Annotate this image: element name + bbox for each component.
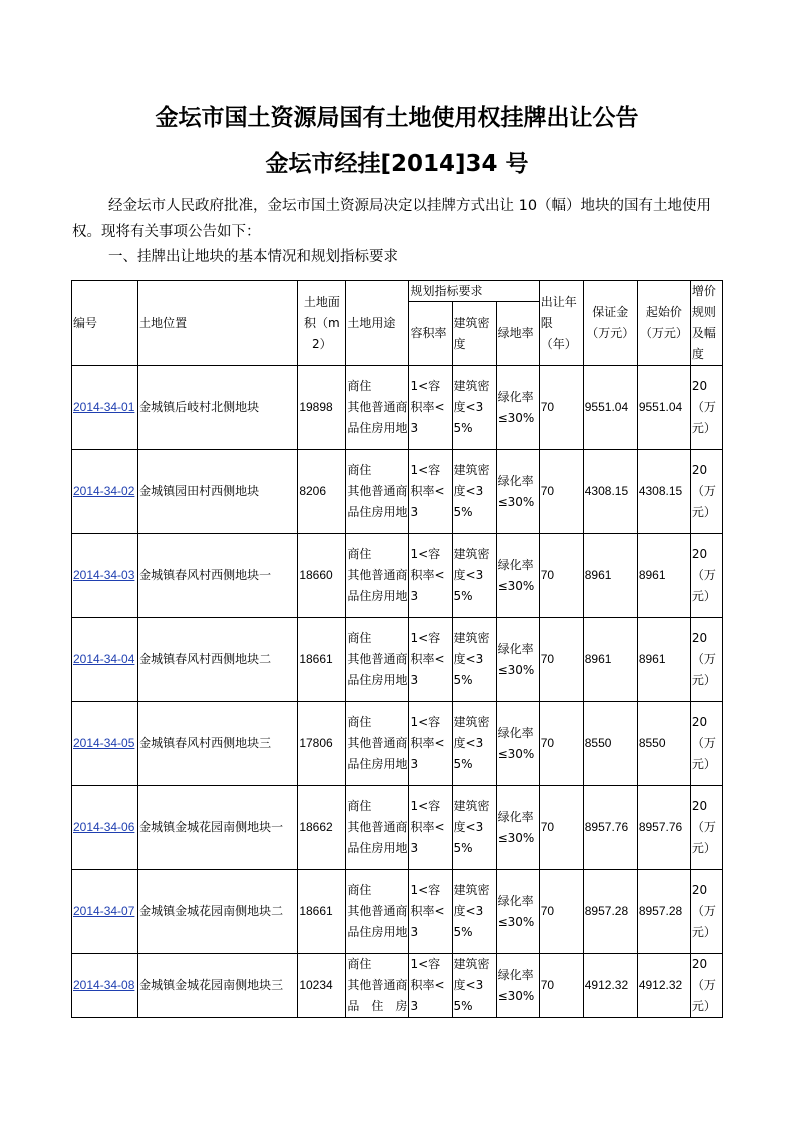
parcel-location: 金城镇春风村西侧地块二 [138, 618, 298, 702]
table-row [72, 534, 723, 618]
header-plot-ratio: 容积率 [409, 302, 452, 366]
parcel-density: 建筑密度<35% [452, 786, 496, 870]
header-use: 土地用途 [346, 281, 409, 366]
section-heading: 一、挂牌出让地块的基本情况和规划指标要求 [108, 249, 398, 265]
parcel-area: 18662 [298, 786, 346, 870]
parcel-area: 18660 [298, 534, 346, 618]
parcel-area: 8206 [298, 450, 346, 534]
parcel-density: 建筑密度<35% [452, 534, 496, 618]
parcel-deposit: 8957.28 [583, 870, 637, 954]
table-row [72, 618, 723, 702]
parcel-increment: 20（万元） [690, 870, 722, 954]
header-start-price: 起始价（万元） [637, 281, 690, 366]
parcel-years: 70 [539, 366, 583, 450]
parcel-location: 金城镇后岐村北侧地块 [138, 366, 298, 450]
parcel-years: 70 [539, 618, 583, 702]
parcel-use: 商住 其他普通商品住房用地 [346, 618, 409, 702]
parcel-use: 商住 其他普通商品住房用地 [346, 450, 409, 534]
parcel-density: 建筑密度<35% [452, 366, 496, 450]
parcel-deposit: 8957.76 [583, 786, 637, 870]
parcel-use: 商住 其他普通商品住房 [346, 954, 409, 1018]
parcel-area: 19898 [298, 366, 346, 450]
header-location: 土地位置 [138, 281, 298, 366]
notice-title: 金坛市国土资源局国有土地使用权挂牌出让公告 [155, 105, 639, 131]
parcel-location: 金城镇金城花园南侧地块一 [138, 786, 298, 870]
parcel-density: 建筑密度<35% [452, 954, 496, 1018]
parcel-start-price: 4308.15 [637, 450, 690, 534]
parcel-years: 70 [539, 786, 583, 870]
parcel-area: 17806 [298, 702, 346, 786]
parcel-id-link[interactable]: 2014-34-07 [73, 904, 135, 918]
parcel-increment: 20（万元） [690, 702, 722, 786]
table-row [72, 450, 723, 534]
parcel-green: 绿化率≤30% [496, 786, 539, 870]
header-green: 绿地率 [496, 302, 539, 366]
parcel-density: 建筑密度<35% [452, 450, 496, 534]
parcel-deposit: 4308.15 [583, 450, 637, 534]
notice-number: 金坛市经挂[2014]34 号 [265, 151, 529, 177]
parcel-green: 绿化率≤30% [496, 366, 539, 450]
parcel-increment: 20（万元） [690, 366, 722, 450]
parcel-location: 金城镇金城花园南侧地块三 [138, 954, 298, 1018]
table-row [72, 366, 723, 450]
parcel-start-price: 8550 [637, 702, 690, 786]
parcel-years: 70 [539, 450, 583, 534]
parcel-start-price: 8957.76 [637, 786, 690, 870]
header-id: 编号 [72, 281, 138, 366]
parcel-years: 70 [539, 954, 583, 1018]
parcel-id-link[interactable]: 2014-34-04 [73, 652, 135, 666]
header-density: 建筑密度 [452, 302, 496, 366]
parcel-id-link[interactable]: 2014-34-01 [73, 400, 135, 414]
parcel-use: 商住 其他普通商品住房用地 [346, 786, 409, 870]
parcel-increment: 20（万元） [690, 450, 722, 534]
parcel-green: 绿化率≤30% [496, 870, 539, 954]
parcel-plot-ratio: 1<容积率<3 [409, 450, 452, 534]
parcel-plot-ratio: 1<容积率<3 [409, 954, 452, 1018]
parcel-location: 金城镇春风村西侧地块三 [138, 702, 298, 786]
parcel-start-price: 8961 [637, 618, 690, 702]
parcel-deposit: 8961 [583, 534, 637, 618]
parcel-area: 10234 [298, 954, 346, 1018]
parcel-deposit: 8961 [583, 618, 637, 702]
parcel-years: 70 [539, 534, 583, 618]
parcel-density: 建筑密度<35% [452, 870, 496, 954]
parcel-use: 商住 其他普通商品住房用地 [346, 870, 409, 954]
table-row [72, 954, 723, 1018]
parcel-id-link[interactable]: 2014-34-03 [73, 568, 135, 582]
header-years: 出让年限（年） [539, 281, 583, 366]
parcel-green: 绿化率≤30% [496, 954, 539, 1018]
parcel-green: 绿化率≤30% [496, 618, 539, 702]
parcel-density: 建筑密度<35% [452, 702, 496, 786]
parcel-use: 商住 其他普通商品住房用地 [346, 702, 409, 786]
parcel-density: 建筑密度<35% [452, 618, 496, 702]
parcel-increment: 20（万元） [690, 954, 722, 1018]
parcel-location: 金城镇春风村西侧地块一 [138, 534, 298, 618]
parcel-increment: 20（万元） [690, 534, 722, 618]
header-increment: 增价规则及幅度 [690, 281, 722, 366]
table-row [72, 702, 723, 786]
parcel-green: 绿化率≤30% [496, 702, 539, 786]
parcel-start-price: 8957.28 [637, 870, 690, 954]
land-parcel-table [71, 280, 723, 1018]
parcel-plot-ratio: 1<容积率<3 [409, 870, 452, 954]
parcel-plot-ratio: 1<容积率<3 [409, 702, 452, 786]
header-deposit: 保证金（万元） [583, 281, 637, 366]
parcel-deposit: 9551.04 [583, 366, 637, 450]
header-plan-group: 规划指标要求 [409, 281, 539, 302]
parcel-plot-ratio: 1<容积率<3 [409, 366, 452, 450]
parcel-increment: 20（万元） [690, 786, 722, 870]
table-row [72, 870, 723, 954]
parcel-deposit: 8550 [583, 702, 637, 786]
parcel-years: 70 [539, 702, 583, 786]
parcel-area: 18661 [298, 618, 346, 702]
parcel-plot-ratio: 1<容积率<3 [409, 618, 452, 702]
parcel-years: 70 [539, 870, 583, 954]
parcel-start-price: 9551.04 [637, 366, 690, 450]
intro-paragraph: 经金坛市人民政府批准，金坛市国土资源局决定以挂牌方式出让 10（幅）地块的国有土地使用权。现将有关事项公告如下： [72, 198, 712, 240]
parcel-location: 金城镇园田村西侧地块 [138, 450, 298, 534]
parcel-id-link[interactable]: 2014-34-08 [73, 978, 135, 992]
parcel-id-link[interactable]: 2014-34-06 [73, 820, 135, 834]
parcel-green: 绿化率≤30% [496, 534, 539, 618]
parcel-start-price: 8961 [637, 534, 690, 618]
parcel-use: 商住 其他普通商品住房用地 [346, 366, 409, 450]
parcel-id-link[interactable]: 2014-34-05 [73, 736, 135, 750]
parcel-plot-ratio: 1<容积率<3 [409, 786, 452, 870]
parcel-location: 金城镇金城花园南侧地块二 [138, 870, 298, 954]
parcel-use: 商住 其他普通商品住房用地 [346, 534, 409, 618]
parcel-green: 绿化率≤30% [496, 450, 539, 534]
table-row [72, 786, 723, 870]
parcel-deposit: 4912.32 [583, 954, 637, 1018]
parcel-increment: 20（万元） [690, 618, 722, 702]
parcel-id-link[interactable]: 2014-34-02 [73, 484, 135, 498]
parcel-plot-ratio: 1<容积率<3 [409, 534, 452, 618]
header-area: 土地面积（m2） [298, 281, 346, 366]
parcel-start-price: 4912.32 [637, 954, 690, 1018]
parcel-area: 18661 [298, 870, 346, 954]
